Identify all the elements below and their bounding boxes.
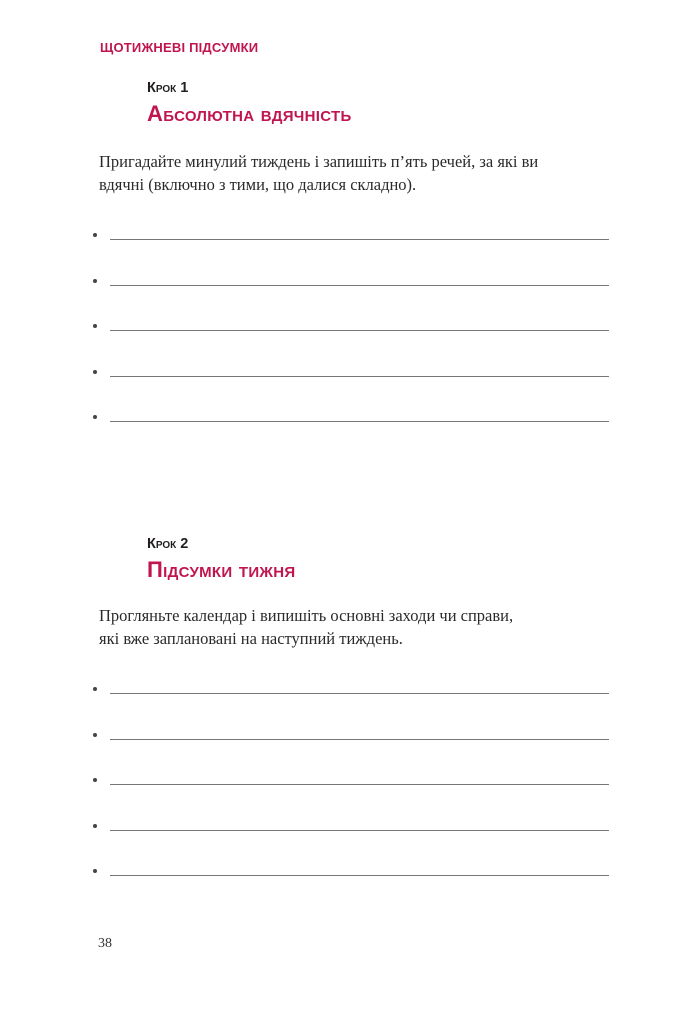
- bullet-icon: [93, 778, 97, 782]
- step-1-answer-line-1[interactable]: [93, 231, 613, 245]
- answer-rule: [110, 421, 609, 422]
- answer-rule: [110, 376, 609, 377]
- answer-rule: [110, 739, 609, 740]
- step-2-answer-line-2[interactable]: [93, 731, 613, 745]
- running-head: ЩОТИЖНЕВІ ПІДСУМКИ: [100, 40, 259, 55]
- answer-rule: [110, 784, 609, 785]
- bullet-icon: [93, 733, 97, 737]
- answer-rule: [110, 830, 609, 831]
- step-1-answer-line-4[interactable]: [93, 368, 613, 382]
- step-1-instruction-line-2: вдячні (включно з тими, що далися складно).: [99, 175, 417, 194]
- step-2-answer-line-1[interactable]: [93, 685, 613, 699]
- step-2-answer-line-4[interactable]: [93, 822, 613, 836]
- step-2-instruction-line-1: Прогляньте календар і випишіть основні заходи чи справи,: [99, 606, 514, 625]
- step-1-answer-line-2[interactable]: [93, 277, 613, 291]
- answer-rule: [110, 693, 609, 694]
- bullet-icon: [93, 415, 97, 419]
- step-2-answer-line-5[interactable]: [93, 867, 613, 881]
- bullet-icon: [93, 869, 97, 873]
- step-1-answer-line-3[interactable]: [93, 322, 613, 336]
- bullet-icon: [93, 824, 97, 828]
- step-1-title: Абсолютна вдячність: [147, 101, 352, 126]
- answer-rule: [110, 239, 609, 240]
- step-1-answer-line-5[interactable]: [93, 413, 613, 427]
- step-2-instruction: [99, 604, 579, 650]
- answer-rule: [110, 875, 609, 876]
- bullet-icon: [93, 279, 97, 283]
- step-2-title: Підсумки тижня: [147, 557, 296, 582]
- page-number: 38: [98, 936, 112, 951]
- step-2-instruction-line-2: які вже заплановані на наступний тиждень.: [99, 629, 403, 648]
- answer-rule: [110, 285, 609, 286]
- step-1-instruction: [99, 150, 579, 196]
- bullet-icon: [93, 687, 97, 691]
- step-2-answer-line-3[interactable]: [93, 776, 613, 790]
- bullet-icon: [93, 324, 97, 328]
- answer-rule: [110, 330, 609, 331]
- bullet-icon: [93, 370, 97, 374]
- step-2-label: Крок 2: [147, 536, 189, 552]
- step-1-instruction-line-1: Пригадайте минулий тиждень і запишіть п’ять речей, за які ви: [99, 152, 539, 171]
- bullet-icon: [93, 233, 97, 237]
- step-1-label: Крок 1: [147, 80, 189, 96]
